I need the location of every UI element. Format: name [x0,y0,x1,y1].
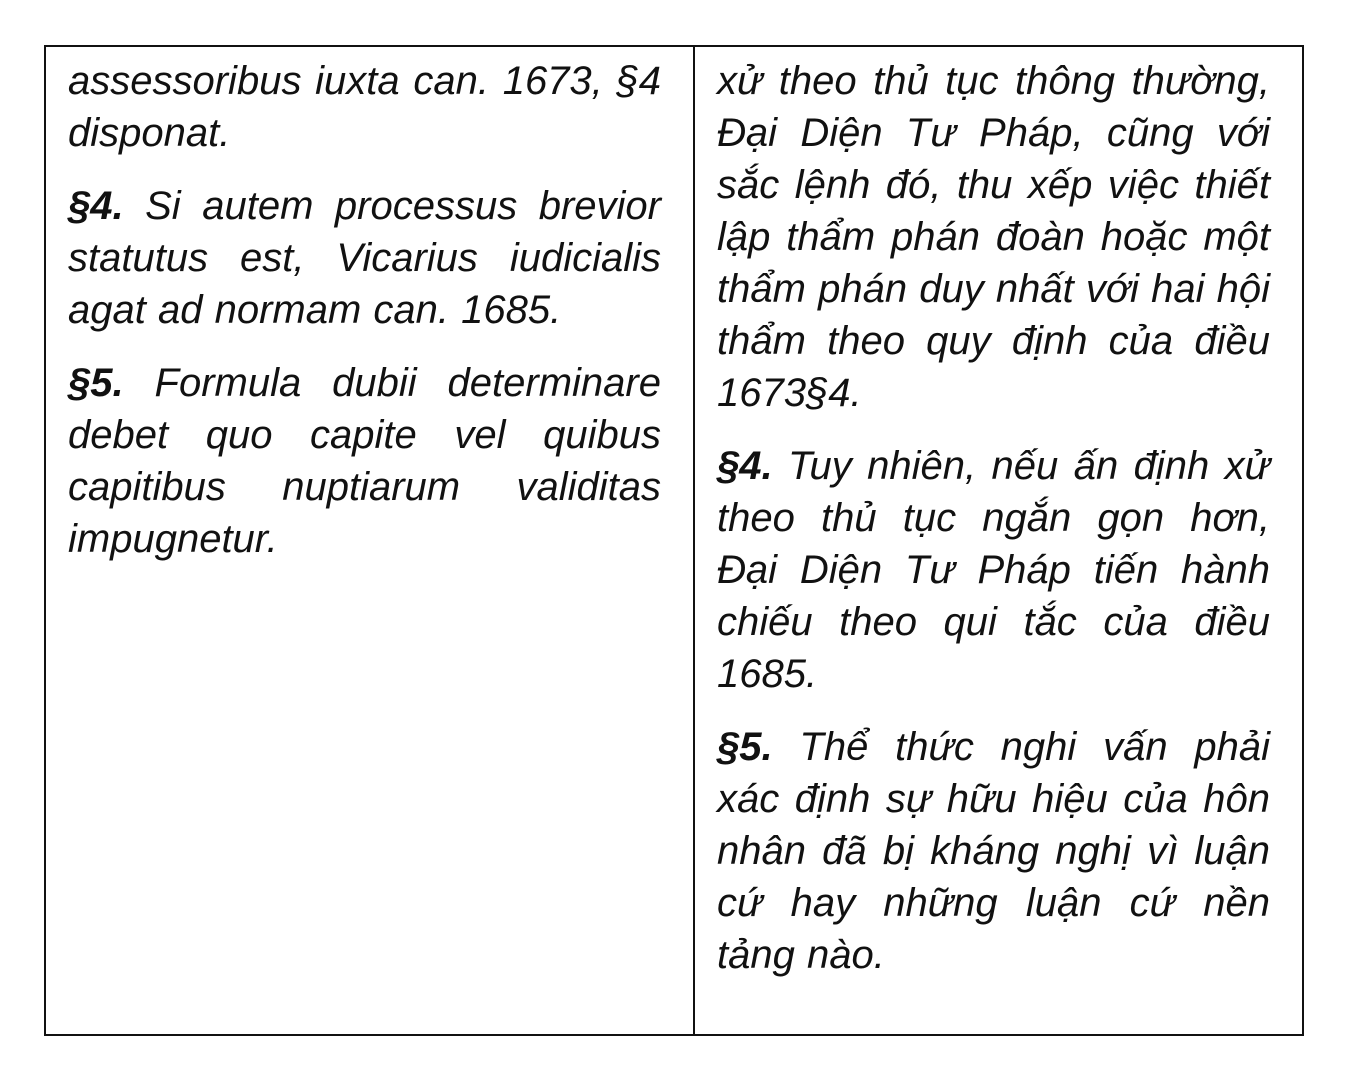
vietnamese-paragraph-text: Tuy nhiên, nếu ấn định xử theo thủ tục ngắn gọn hơn, Đại Diện Tư Pháp tiến hành chiếu theo qui tắc của điều 1685. [717,444,1270,696]
section-number: §4. [717,444,773,488]
vietnamese-column [695,47,1302,1034]
bilingual-table [44,45,1304,1036]
section-number: §5. [68,361,124,405]
vietnamese-paragraph-4 [717,440,1270,700]
latin-column [46,47,695,1034]
section-number: §5. [717,725,773,769]
latin-paragraph-text: Formula dubii determinare debet quo capite vel quibus capitibus nuptiarum validitas impugnetur. [68,361,661,561]
vietnamese-paragraph-text: xử theo thủ tục thông thường, Đại Diện Tư Pháp, cũng với sắc lệnh đó, thu xếp việc thiết lập thẩm phán đoàn hoặc một thẩm phán duy nhất với hai hội thẩm theo quy định của điều 1673§4. [717,59,1270,415]
latin-paragraph-4 [68,180,661,336]
vietnamese-paragraph-text: Thể thức nghi vấn phải xác định sự hữu hiệu của hôn nhân đã bị kháng nghị vì luận cứ hay những luận cứ nền tảng nào. [717,725,1270,977]
latin-paragraph-text: Si autem processus brevior statutus est, Vicarius iudicialis agat ad normam can. 1685. [68,184,661,332]
latin-paragraph-continuation [68,55,661,159]
vietnamese-paragraph-continuation [717,55,1270,419]
vietnamese-paragraph-5 [717,721,1270,981]
latin-paragraph-5 [68,357,661,565]
section-number: §4. [68,184,124,228]
latin-paragraph-text: assessoribus iuxta can. 1673, §4 disponat. [68,59,661,155]
